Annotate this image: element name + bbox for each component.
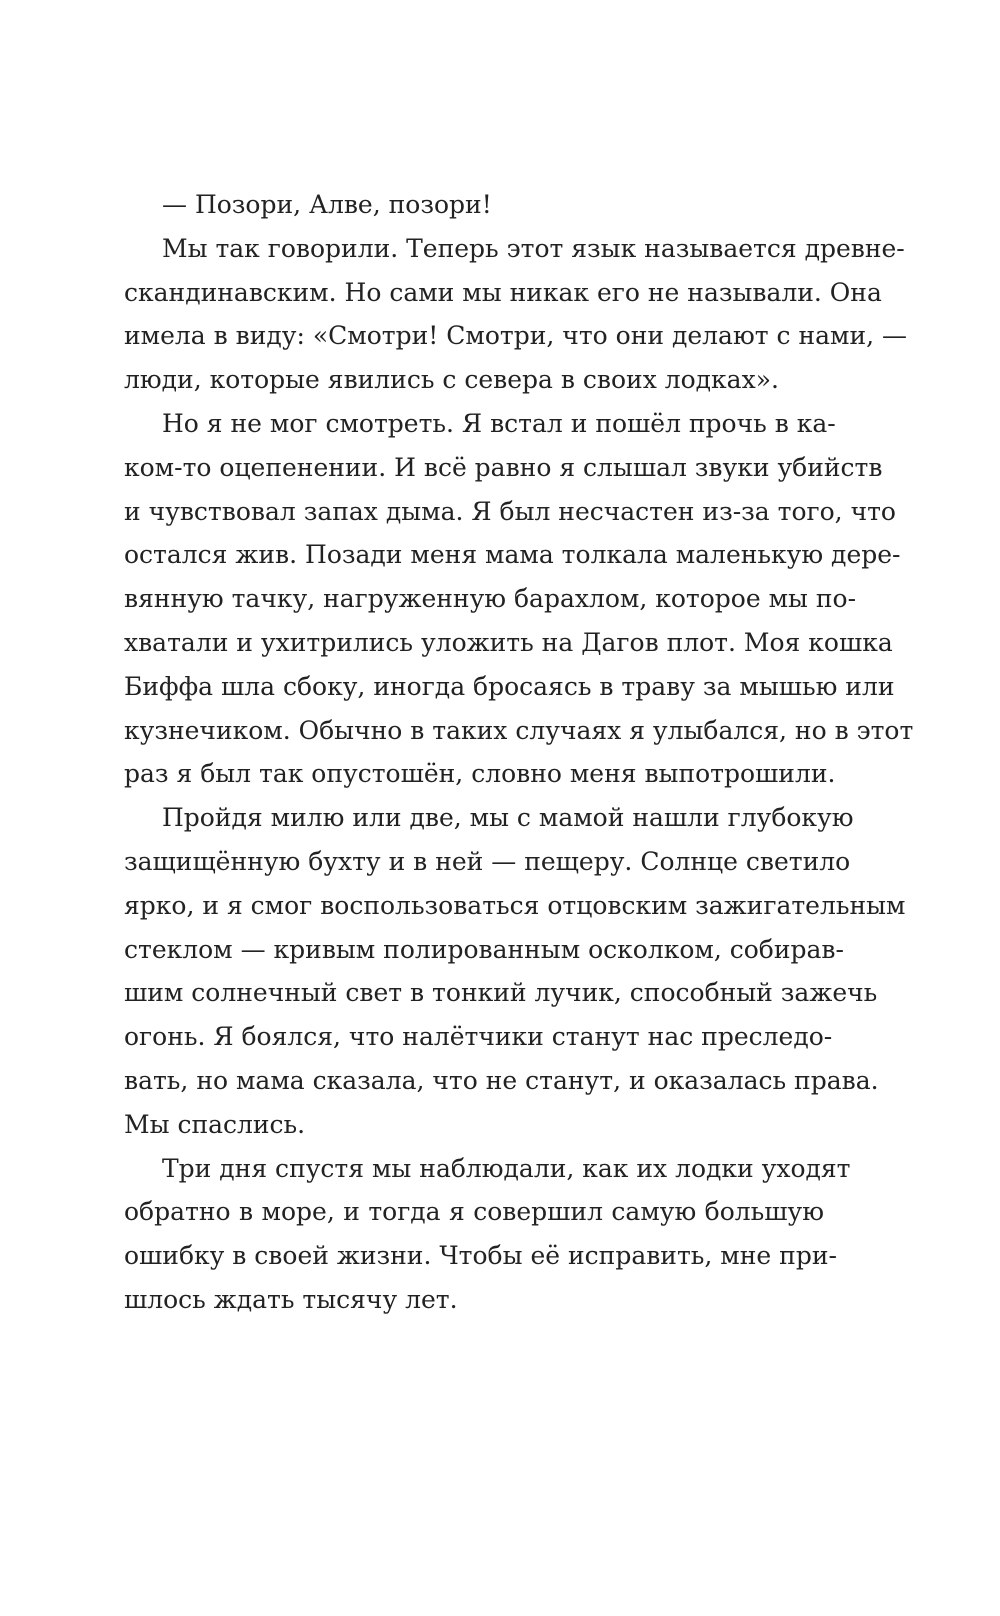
text-line: Мы спаслись. [124, 1109, 306, 1139]
paragraph-4 [124, 1147, 851, 1322]
paragraph-3 [124, 796, 906, 1146]
text-line: вать, но мама сказала, что не станут, и оказалась права. [124, 1065, 879, 1095]
paragraph-dialogue [124, 183, 824, 227]
text-line: раз я был так опустошён, словно меня выпотрошили. [124, 759, 836, 789]
text-line: Биффа шла сбоку, иногда бросаясь в траву за мышью или [124, 671, 895, 701]
text-line: и чувствовал запах дыма. Я был несчастен из-за того, что [124, 496, 896, 526]
text-line: защищённую бухту и в ней — пещеру. Солнце светило [124, 846, 851, 876]
text-line: остался жив. Позади меня мама толкала маленькую дере- [124, 540, 901, 570]
text-line: вянную тачку, нагруженную барахлом, которое мы по- [124, 584, 857, 614]
text-line: имела в виду: «Смотри! Смотри, что они делают с нами, — [124, 321, 908, 351]
text-line: — Позори, Алве, позори! [162, 190, 492, 219]
text-line: Три дня спустя мы наблюдали, как их лодки уходят [162, 1153, 851, 1183]
text-line: огонь. Я боялся, что налётчики станут нас преследо- [124, 1022, 833, 1052]
text-line: люди, которые явились с севера в своих лодках». [124, 365, 779, 395]
text-line: скандинавским. Но сами мы никак его не называли. Она [124, 277, 882, 307]
text-line: ошибку в своей жизни. Чтобы её исправить, мне при- [124, 1241, 837, 1271]
text-line: ком-то оцепенении. И всё равно я слышал звуки убийств [124, 452, 883, 482]
paragraph-2 [124, 402, 914, 796]
text-line: Но я не мог смотреть. Я встал и пошёл прочь в ка- [162, 408, 836, 438]
paragraph-1 [124, 227, 908, 402]
text-line: хватали и ухитрились уложить на Дагов плот. Моя кошка [124, 627, 893, 657]
text-line: Пройдя милю или две, мы с мамой нашли глубокую [162, 803, 854, 833]
body-text [124, 183, 914, 1322]
text-line: стеклом — кривым полированным осколком, собирав- [124, 934, 844, 964]
text-line: шим солнечный свет в тонкий лучик, способный зажечь [124, 978, 878, 1008]
text-line: кузнечиком. Обычно в таких случаях я улыбался, но в этот [124, 715, 914, 745]
text-line: шлось ждать тысячу лет. [124, 1284, 458, 1314]
text-line: Мы так говорили. Теперь этот язык называется древне- [162, 233, 905, 263]
text-line: ярко, и я смог воспользоваться отцовским зажигательным [124, 890, 906, 920]
text-line: обратно в море, и тогда я совершил самую большую [124, 1197, 824, 1227]
